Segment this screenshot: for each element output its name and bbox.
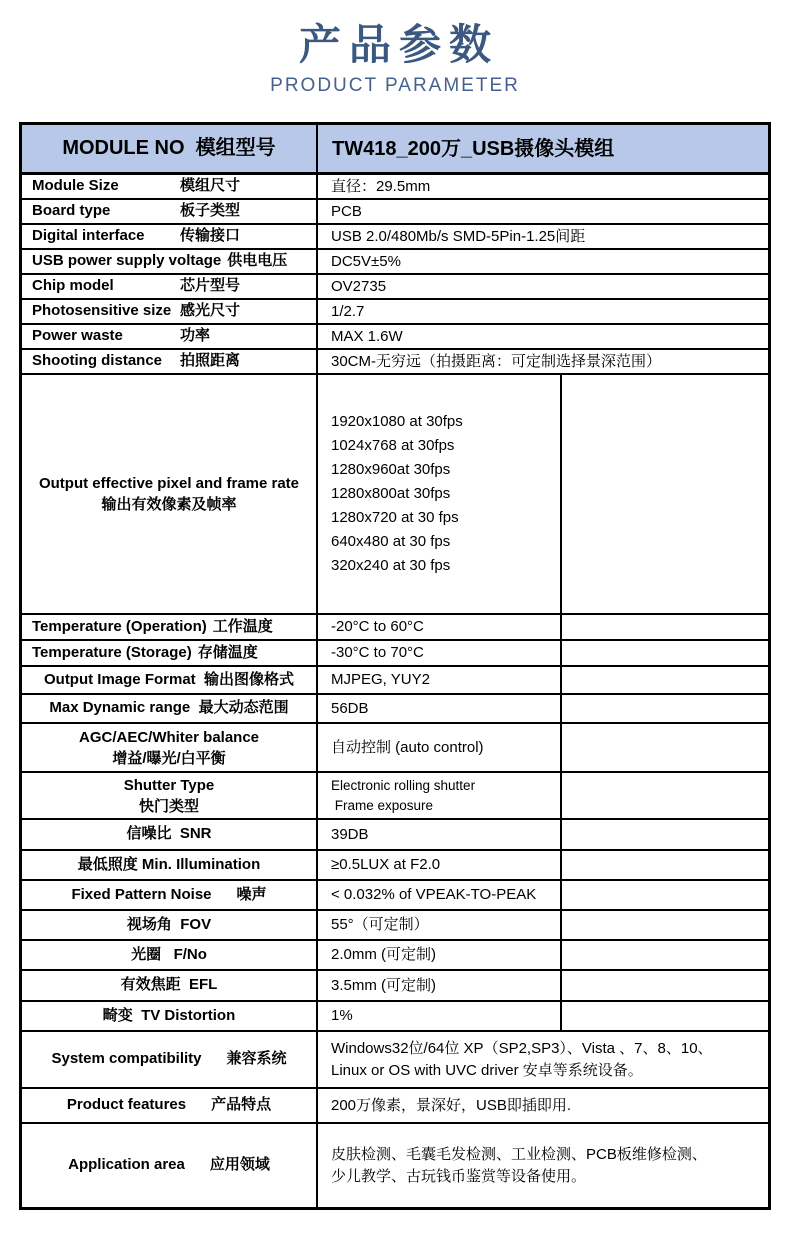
value-cell: -30°C to 70°C (331, 644, 424, 662)
label-zh: 存储温度 (197, 643, 258, 661)
row-snr (22, 820, 768, 851)
label-cell (22, 325, 318, 348)
value-line: 皮肤检测、毛囊毛发检测、工业检测、PCB板维修检测、 (331, 1145, 707, 1163)
row-output-format (22, 667, 768, 695)
row-agc (22, 724, 768, 773)
row-shutter (22, 773, 768, 820)
page-title: 产品参数 (298, 21, 499, 68)
empty-cell (560, 615, 768, 639)
row-system-compatibility (22, 1032, 768, 1089)
resolution-line: 640x480 at 30 fps (331, 533, 451, 551)
value-cell: 1% (331, 1007, 353, 1025)
value-cell: -20°C to 60°C (331, 618, 424, 636)
empty-cell (560, 724, 768, 771)
value-cell: ≥0.5LUX at F2.0 (331, 856, 441, 874)
label-en: Photosensitive size (32, 302, 172, 320)
value-cell: PCB (331, 202, 362, 220)
row-power-waste (22, 325, 768, 350)
row-temp-storage (22, 641, 768, 667)
value-cell: 3.5mm (可定制) (331, 976, 437, 994)
value-line: Electronic rolling shutter (331, 778, 476, 794)
label-cell: System compatibility 兼容系统 (22, 1032, 318, 1087)
value-cell: 自动控制 (auto control) (331, 738, 484, 756)
empty-cell (560, 375, 768, 613)
value-cell: MAX 1.6W (331, 327, 403, 345)
empty-cell (560, 971, 768, 1000)
label-cell (22, 275, 318, 298)
value-cell: 200万像素，景深好，USB即插即用. (331, 1096, 572, 1114)
label-cell (22, 175, 318, 198)
value-cell: 1/2.7 (331, 302, 365, 320)
label-cell: 光圈 F/No (22, 941, 318, 969)
value-line: 少儿教学、古玩钱币鉴赏等设备使用。 (331, 1167, 587, 1185)
value-cell (318, 1124, 768, 1207)
empty-cell (560, 881, 768, 909)
label-cell: Application area 应用领域 (22, 1124, 318, 1207)
value-cell: 30CM-无穷远（拍摄距离：可定制选择景深范围） (331, 352, 662, 370)
resolution-line: 1280x720 at 30 fps (331, 509, 459, 527)
value-cell (318, 1032, 768, 1087)
row-application-area (22, 1124, 768, 1207)
label-zh: 板子类型 (180, 202, 241, 220)
label-zh: 拍照距离 (180, 352, 241, 370)
label-en: Board type (32, 202, 111, 220)
empty-cell (560, 851, 768, 879)
value-cell: < 0.032% of VPEAK-TO-PEAK (331, 886, 537, 904)
label-cell: Product features 产品特点 (22, 1089, 318, 1122)
label-cell: Fixed Pattern Noise 噪声 (22, 881, 318, 909)
row-photosensitive-size (22, 300, 768, 325)
empty-cell (560, 773, 768, 818)
row-efl (22, 971, 768, 1002)
value-line: Frame exposure (331, 797, 434, 813)
row-digital-interface (22, 225, 768, 250)
label-zh: 增益/曝光/白平衡 (112, 749, 226, 767)
empty-cell (560, 695, 768, 722)
label-en: Temperature (Operation) (32, 617, 207, 635)
label-en: Chip model (32, 277, 114, 295)
label-zh: 芯片型号 (180, 277, 241, 295)
row-dynamic-range (22, 695, 768, 724)
empty-cell (560, 941, 768, 969)
parameter-table (19, 122, 771, 1210)
label-cell: 畸变 TV Distortion (22, 1002, 318, 1030)
empty-cell (560, 820, 768, 849)
module-model-value: TW418_200万_USB摄像头模组 (332, 137, 615, 160)
label-zh: 传输接口 (180, 227, 241, 245)
row-tv-distortion (22, 1002, 768, 1032)
value-cell (318, 773, 560, 818)
label-en: Temperature (Storage) (32, 643, 192, 661)
empty-cell (560, 1002, 768, 1030)
value-cell: 39DB (331, 825, 369, 843)
label-en: Output effective pixel and frame rate (38, 475, 300, 493)
label-cell: Output Image Format 输出图像格式 (22, 667, 318, 693)
resolution-line: 1280x800at 30fps (331, 485, 451, 503)
label-en: USB power supply voltage (32, 252, 222, 270)
value-cell: 直径：29.5mm (331, 177, 431, 195)
value-cell: 2.0mm (可定制) (331, 946, 437, 964)
label-cell (22, 250, 318, 273)
label-zh: 模组尺寸 (180, 177, 241, 195)
label-cell: 有效焦距 EFL (22, 971, 318, 1000)
value-cell: USB 2.0/480Mb/s SMD-5Pin-1.25间距 (331, 227, 586, 245)
label-cell (22, 200, 318, 223)
label-cell: Max Dynamic range 最大动态范围 (22, 695, 318, 722)
resolution-line: 1920x1080 at 30fps (331, 413, 463, 431)
page-subtitle: PRODUCT PARAMETER (270, 75, 520, 97)
resolution-line: 1280x960at 30fps (331, 461, 451, 479)
page-header (0, 0, 790, 97)
row-shooting-distance (22, 350, 768, 375)
module-no-header: MODULE NO 模组型号 (22, 125, 318, 172)
label-cell: 最低照度 Min. Illumination (22, 851, 318, 879)
row-fno (22, 941, 768, 971)
label-en: Power waste (32, 327, 123, 345)
row-board-type (22, 200, 768, 225)
label-zh: 功率 (180, 327, 211, 345)
label-zh: 供电电压 (227, 252, 288, 270)
resolution-line: 1024x768 at 30fps (331, 437, 455, 455)
value-cell: OV2735 (331, 277, 387, 295)
label-zh: 感光尺寸 (180, 302, 241, 320)
empty-cell (560, 667, 768, 693)
label-cell (22, 615, 318, 639)
value-cell: 56DB (331, 699, 369, 717)
row-temp-operation (22, 615, 768, 641)
label-en: Shutter Type (123, 776, 215, 794)
label-cell (22, 375, 318, 613)
row-fov (22, 911, 768, 941)
row-usb-power (22, 250, 768, 275)
label-cell: 视场角 FOV (22, 911, 318, 939)
label-en: AGC/AEC/Whiter balance (78, 728, 260, 746)
value-cell: 55°（可定制） (331, 916, 429, 934)
label-cell (22, 641, 318, 665)
label-cell (22, 225, 318, 248)
label-en: Digital interface (32, 227, 145, 245)
label-cell (22, 724, 318, 771)
row-fixed-pattern-noise (22, 881, 768, 911)
empty-cell (560, 911, 768, 939)
value-cell (318, 375, 560, 613)
label-zh: 工作温度 (212, 617, 273, 635)
empty-cell (560, 641, 768, 665)
label-zh: 快门类型 (138, 797, 199, 815)
value-line: Linux or OS with UVC driver 安卓等系统设备。 (331, 1061, 643, 1079)
label-en: Module Size (32, 177, 119, 195)
row-output-pixel (22, 375, 768, 615)
label-cell (22, 300, 318, 323)
label-cell (22, 350, 318, 373)
resolution-line: 320x240 at 30 fps (331, 557, 451, 575)
row-module-size (22, 175, 768, 200)
label-en: Shooting distance (32, 352, 163, 370)
row-chip-model (22, 275, 768, 300)
value-cell: MJPEG, YUY2 (331, 671, 430, 689)
table-header-row (22, 125, 768, 175)
value-line: Windows32位/64位 XP（SP2,SP3）、Vista 、7、8、10、 (331, 1039, 713, 1057)
label-zh: 输出有效像素及帧率 (101, 496, 237, 514)
label-cell: 信噪比 SNR (22, 820, 318, 849)
row-min-illumination (22, 851, 768, 881)
label-cell (22, 773, 318, 818)
row-product-features (22, 1089, 768, 1124)
value-cell: DC5V±5% (331, 252, 401, 270)
